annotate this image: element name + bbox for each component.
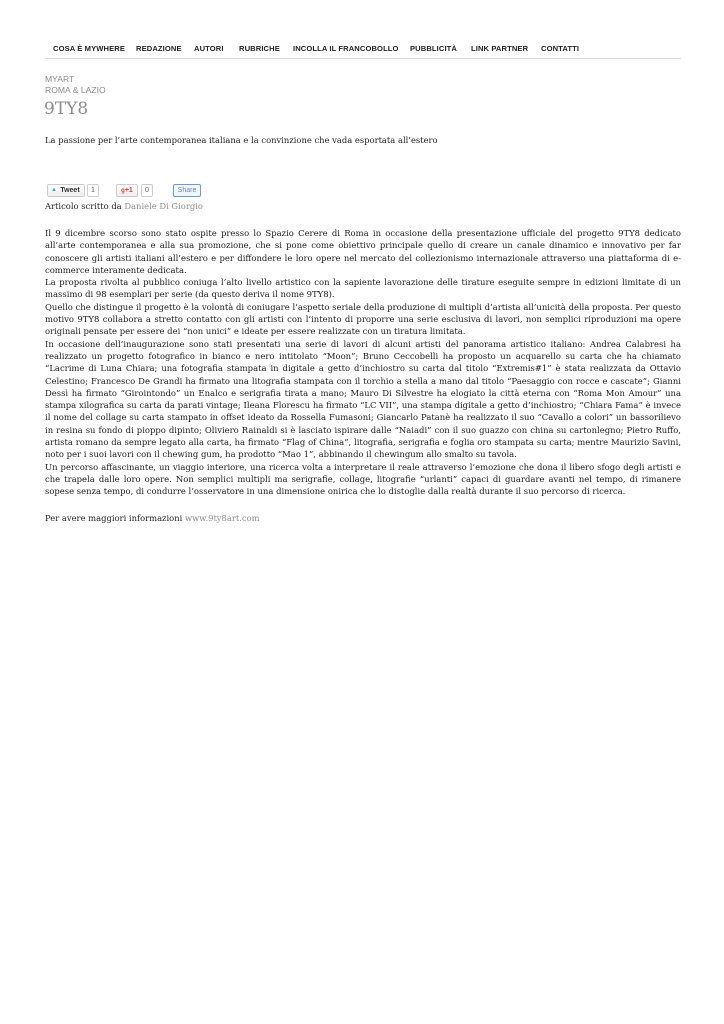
tweet-widget [47, 184, 99, 196]
twitter-bird-icon: ▲ [51, 187, 57, 193]
more-info-link[interactable]: www.9ty8art.com [184, 513, 260, 523]
google-plus-icon: g [121, 188, 125, 194]
article-paragraph-3: Quello che distingue il progetto è la volontà di coniugare l’aspetto seriale della produzione di multipli d’artista all’unicità della proposta. Per questo motivo 9TY8 collabora a stretto contatto con gli artisti con l’intento di proporre una serie esclusiva di lavori, non semplici riproduzioni ma opere originali pensate per essere dei “non unici” e ideate per essere realizzate con un tiratura limitata. [45, 301, 681, 337]
google-plus-count: 0 [141, 184, 153, 197]
google-plus-widget [116, 184, 156, 196]
more-info [45, 513, 260, 523]
tweet-button[interactable] [47, 184, 85, 197]
more-info-prefix: Per avere maggiori informazioni [45, 513, 183, 523]
nav-item-redazione[interactable]: REDAZIONE [136, 44, 182, 53]
nav-item-pubblicita[interactable]: PUBBLICITÀ [410, 44, 457, 53]
breadcrumb-category[interactable]: MYART [45, 74, 75, 84]
google-plus-button[interactable] [116, 184, 138, 197]
article-paragraph-4: In occasione dell’inaugurazione sono stati presentati una serie di lavori di alcuni artisti del panorama artistico italiano: Andrea Calabresi ha realizzato un progetto fotografico in bianco e nero intitolato “Moon”; Bruno Ceccobelli ha proposto un acquarello su carta che ha chiamato “Lacrime di Luna Chiara; una fotografia stampata in digitale a getto d’inchiostro su carta dal titolo “Extremis#1” è stata realizzata da Ottavio Celestino; Francesco De Grandi ha firmato una litografia stampata con il torchio a stella a mano dal titolo “Paesaggio con rocce e cascate”; Gianni Dessì ha firmato “Girointondo” un Enalco e serigrafia tirata a mano; Mauro Di Silvestre ha elogiato la città eterna con “Roma Mon Amour” una stampa xilografica su carta da parati vintage; Ileana Florescu ha firmato “LC VII”, una stampa digitale a getto d’inchiostro; “Chiara Fama” è invece il nome del collage su carta stampato in offset ideato da Rossella Fumasoni; Giancarlo Patanè ha realizzato il suo “Cavallo a colori” un bassorilievo in resina su fondo di pioppo dipinto; Oliviero Rainaldi si è lasciato ispirare dalle “Naiadi” con il suo guazzo con china su cartonlegno; Pietro Ruffo, artista romano da sempre legato alla carta, ha firmato “Flag of China”, litografia, serigrafia e foglia oro stampata su carta; mentre Maurizio Savini, noto per i suoi lavori con il chewing gum, ha prodotto “Mao 1”, abbinando il chewingum allo smalto su tavola. [45, 338, 681, 460]
tweet-count: 1 [87, 184, 99, 197]
author-prefix: Articolo scritto da [45, 201, 122, 211]
article-paragraph-5: Un percorso affascinante, un viaggio interiore, una ricerca volta a interpretare il reale attraverso l’emozione che dona il libero sfogo degli artisti e che trapela dalle loro opere. Non semplici multipli ma serigrafie, collage, litografie “urlanti” capaci di guardare avanti nel tempo, di rimanere sopese senza tempo, di condurre l’osservatore in una dimensione onirica che lo distoglie dalla realtà durante il suo percorso di ricerca. [45, 461, 681, 497]
nav-item-incolla-il-francobollo[interactable]: INCOLLA IL FRANCOBOLLO [293, 44, 399, 53]
tweet-label: Tweet [60, 187, 80, 194]
breadcrumb-region[interactable]: ROMA & LAZIO [45, 85, 106, 95]
nav-item-rubriche[interactable]: RUBRICHE [239, 44, 280, 53]
nav-item-contatti[interactable]: CONTATTI [541, 44, 580, 53]
main-navigation [45, 38, 681, 59]
google-plus-label: +1 [124, 187, 133, 194]
share-icon [163, 185, 173, 195]
nav-item-link-partner[interactable]: LINK PARTNER [471, 44, 529, 53]
nav-item-autori[interactable]: AUTORI [194, 44, 224, 53]
share-button[interactable]: Share [173, 184, 201, 197]
nav-item-cosa-e-mywhere[interactable]: COSA È MYWHERE [53, 44, 125, 53]
article-subtitle: La passione per l’arte contemporanea italiana e la convinzione che vada esportata all’estero [45, 135, 438, 145]
author-link[interactable]: Daniele Di Giorgio [124, 201, 203, 211]
breadcrumb [45, 74, 106, 96]
article-title: 9TY8 [44, 99, 89, 119]
article-paragraph-2: La proposta rivolta al pubblico coniuga l’alto livello artistico con la sapiente lavorazione delle tirature eseguite sempre in edizioni limitate di un massimo di 98 esemplari per serie (da questo deriva il nome 9TY8). [45, 277, 681, 300]
article-body [45, 227, 681, 498]
article-author [45, 201, 203, 211]
article-paragraph-1: Il 9 dicembre scorso sono stato ospite presso lo Spazio Cerere di Roma in occasione della presentazione ufficiale del progetto 9TY8 dedicato all’arte contemporanea e alla sua promozione, che si pone come obiettivo principale quello di creare un canale dinamico e innovativo per far conoscere gli artisti italiani all’estero e per diffondere le loro opere nel mercato del collezionismo internazionale attraverso una piattaforma di e-commerce interamente dedicata. [45, 228, 681, 275]
share-widget [163, 184, 201, 196]
